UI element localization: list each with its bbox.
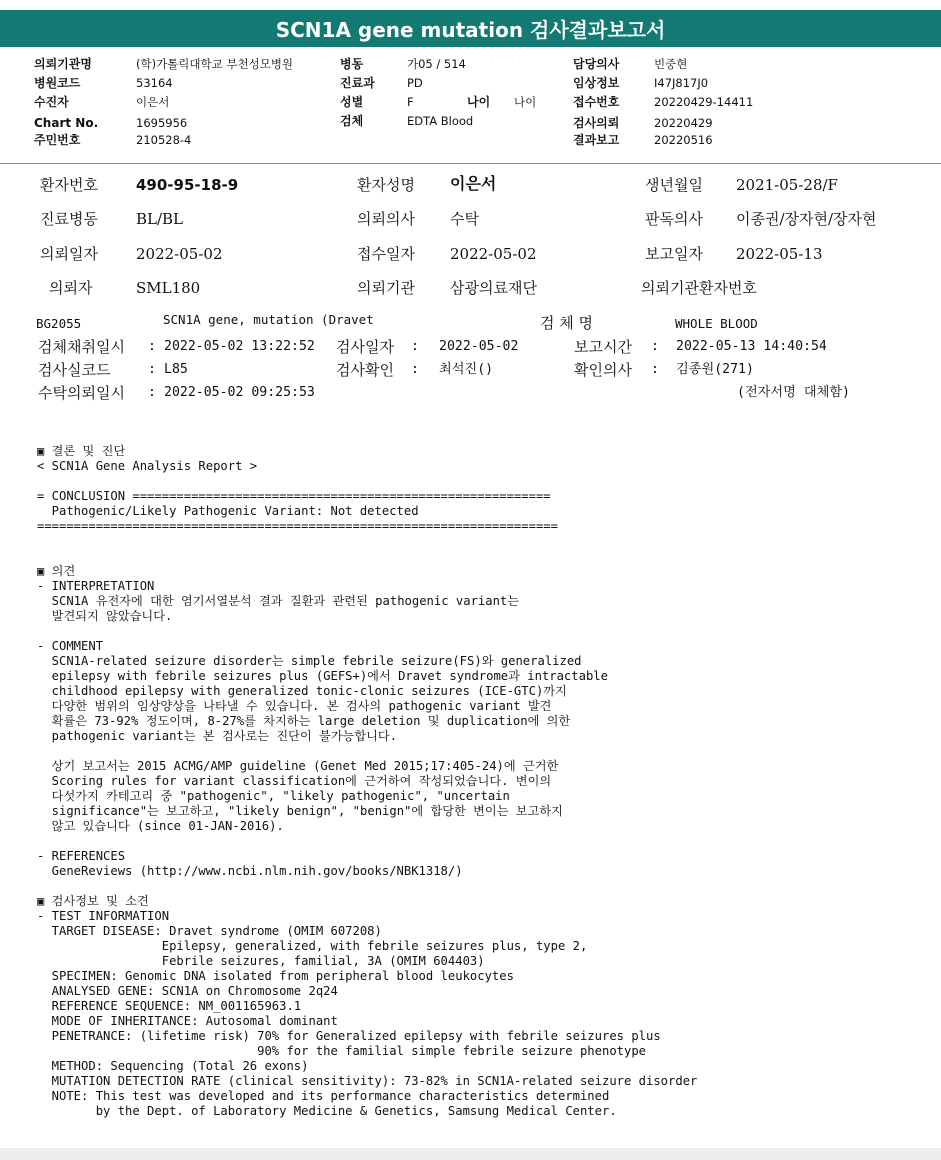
header-value: F xyxy=(407,95,414,109)
header-value: 이은서 xyxy=(136,95,170,109)
header-value: 빈중현 xyxy=(654,57,688,71)
colon: : xyxy=(148,339,156,354)
report-line: by the Dept. of Laboratory Medicine & Genetics, Samsung Medical Center. xyxy=(37,1104,617,1118)
report-line xyxy=(37,744,927,759)
header-label: 담당의사 xyxy=(573,57,620,71)
header-label: 의뢰기관명 xyxy=(34,57,92,71)
report-line: 다섯가지 카테고리 중 "pathogenic", "likely pathogenic", "uncertain xyxy=(37,789,510,803)
report-line: - COMMENT xyxy=(37,639,104,653)
header-value: I47J817J0 xyxy=(654,76,709,90)
report-line xyxy=(37,549,927,564)
report-body xyxy=(37,444,927,1119)
header-label: 진료과 xyxy=(340,76,375,90)
patient-label: 접수일자 xyxy=(357,245,415,263)
report-line xyxy=(37,834,927,849)
test-label: 확인의사 xyxy=(574,361,632,379)
test-value: 김종원(271) xyxy=(676,362,754,377)
report-line: 상기 보고서는 2015 ACMG/AMP guideline (Genet Med 2015;17:405-24)에 근거한 xyxy=(37,759,559,773)
report-line xyxy=(37,624,927,639)
report-line: GeneReviews (http://www.ncbi.nlm.nih.gov/books/NBK1318/) xyxy=(37,864,463,878)
patient-value: 2022-05-02 xyxy=(450,245,537,263)
test-label: 검사실코드 xyxy=(38,361,111,379)
header-label: 수진자 xyxy=(34,95,69,109)
report-title: SCN1A gene mutation 검사결과보고서 xyxy=(275,18,666,42)
test-code: BG2055 xyxy=(36,316,82,331)
report-line: Scoring rules for variant classification에 근거하여 작성되었습니다. 변이의 xyxy=(37,774,552,788)
patient-value: SML180 xyxy=(136,279,201,297)
test-label: 수탁의뢰일시 xyxy=(38,384,125,402)
report-line: pathogenic variant는 본 검사로는 진단이 불가능합니다. xyxy=(37,729,398,743)
patient-label: 환자성명 xyxy=(357,176,415,194)
test-value: 2022-05-02 09:25:53 xyxy=(164,385,315,400)
header-value: 53164 xyxy=(136,76,173,90)
test-value: WHOLE BLOOD xyxy=(675,316,758,331)
report-line: epilepsy with febrile seizures plus (GEFS+)에서 Dravet syndrome과 intractable xyxy=(37,669,608,683)
patient-label: 판독의사 xyxy=(645,210,703,228)
patient-label: 환자번호 xyxy=(40,176,98,194)
header-label: 결과보고 xyxy=(573,133,620,147)
report-line: ANALYSED GENE: SCN1A on Chromosome 2q24 xyxy=(37,984,338,998)
test-label: 검체채취일시 xyxy=(38,338,125,356)
patient-label: 보고일자 xyxy=(645,245,703,263)
report-line: REFERENCE SEQUENCE: NM_001165963.1 xyxy=(37,999,302,1013)
patient-label: 의뢰일자 xyxy=(40,245,98,263)
header-label: 검체 xyxy=(340,114,364,128)
header-label: 병동 xyxy=(340,57,364,71)
report-line: ▣ 의견 xyxy=(37,564,76,578)
header-value: PD xyxy=(407,76,423,90)
colon: : xyxy=(651,339,659,354)
report-line: Epilepsy, generalized, with febrile seizures plus, type 2, xyxy=(37,939,588,953)
colon: : xyxy=(411,339,419,354)
report-line: SCN1A 유전자에 대한 염기서열분석 결과 질환과 관련된 pathogenic variant는 xyxy=(37,594,520,608)
report-line: 발견되지 않았습니다. xyxy=(37,609,173,623)
patient-label: 의뢰기관 xyxy=(357,279,415,297)
patient-value: 2022-05-02 xyxy=(136,245,223,263)
report-line: METHOD: Sequencing (Total 26 exons) xyxy=(37,1059,309,1073)
report-line: MUTATION DETECTION RATE (clinical sensitivity): 73-82% in SCN1A-related seizure disorder xyxy=(37,1074,698,1088)
header-value: 210528-4 xyxy=(136,133,192,147)
report-title-bar xyxy=(0,10,941,47)
header-label: 성별 xyxy=(340,95,364,109)
report-line: PENETRANCE: (lifetime risk) 70% for Generalized epilepsy with febrile seizures plus xyxy=(37,1029,661,1043)
header-value: 20220516 xyxy=(654,133,713,147)
header-value: EDTA Blood xyxy=(407,114,474,128)
header-label: Chart No. xyxy=(34,116,99,130)
report-line: Pathogenic/Likely Pathogenic Variant: Not detected xyxy=(37,504,419,518)
report-line: 90% for the familial simple febrile seizure phenotype xyxy=(37,1044,647,1058)
patient-value: 수탁 xyxy=(450,210,479,228)
patient-label: 진료병동 xyxy=(40,210,98,228)
header-label: 임상정보 xyxy=(573,76,620,90)
header-divider xyxy=(0,163,941,164)
header-label: 접수번호 xyxy=(573,95,620,109)
test-value: 2022-05-02 13:22:52 xyxy=(164,339,315,354)
header-value: 20220429-14411 xyxy=(654,95,754,109)
report-line: - INTERPRETATION xyxy=(37,579,155,593)
test-value: 2022-05-13 14:40:54 xyxy=(676,339,827,354)
report-line: NOTE: This test was developed and its performance characteristics determined xyxy=(37,1089,610,1103)
header-value: 20220429 xyxy=(654,116,713,130)
patient-value: 2022-05-13 xyxy=(736,245,823,263)
test-value: 최석진() xyxy=(439,362,494,377)
header-label-age: 나이 xyxy=(467,95,491,109)
report-line: ▣ 검사정보 및 소견 xyxy=(37,894,149,908)
report-line xyxy=(37,534,927,549)
patient-label: 의뢰자 xyxy=(49,279,93,297)
test-label: 보고시간 xyxy=(574,338,632,356)
patient-value: 이종권/장자현/장자현 xyxy=(736,210,877,228)
report-line: ▣ 결론 및 진단 xyxy=(37,444,126,458)
patient-value: 삼광의료재단 xyxy=(450,279,537,297)
patient-value: BL/BL xyxy=(136,210,184,228)
test-label: 검사확인 xyxy=(336,361,394,379)
patient-id: 490-95-18-9 xyxy=(136,176,239,194)
colon: : xyxy=(651,362,659,377)
test-name: SCN1A gene, mutation (Dravet xyxy=(163,312,374,327)
report-line xyxy=(37,474,927,489)
report-line: MODE OF INHERITANCE: Autosomal dominant xyxy=(37,1014,338,1028)
colon: : xyxy=(148,362,156,377)
report-line: Febrile seizures, familial, 3A (OMIM 604403) xyxy=(37,954,485,968)
report-line: SPECIMEN: Genomic DNA isolated from peripheral blood leukocytes xyxy=(37,969,514,983)
patient-value: 2021-05-28/F xyxy=(736,176,838,194)
report-line: childhood epilepsy with generalized tonic-clonic seizures (ICE-GTC)까지 xyxy=(37,684,567,698)
test-value: L85 xyxy=(164,362,188,377)
report-line: 다양한 범위의 임상양상을 나타낼 수 있습니다. 본 검사의 pathogenic variant 발견 xyxy=(37,699,552,713)
header-value: (학)가톨릭대학교 부천성모병원 xyxy=(136,57,294,71)
patient-label: 생년월일 xyxy=(645,176,703,194)
esign-note: (전자서명 대체함) xyxy=(737,385,850,400)
report-line: ======================================================================= xyxy=(37,519,558,533)
test-label: 검 체 명 xyxy=(540,314,594,332)
colon: : xyxy=(148,385,156,400)
header-label: 주민번호 xyxy=(34,133,81,147)
report-line: - TEST INFORMATION xyxy=(37,909,170,923)
header-value: 1695956 xyxy=(136,116,188,130)
colon: : xyxy=(411,362,419,377)
report-line: 확률은 73-92% 정도이며, 8-27%를 차지하는 large deletion 및 duplication에 의한 xyxy=(37,714,571,728)
test-label: 검사일자 xyxy=(336,338,394,356)
report-line: 않고 있습니다 (since 01-JAN-2016). xyxy=(37,819,284,833)
bottom-bar xyxy=(0,1148,941,1160)
header-value: 가05 / 514 xyxy=(407,57,466,71)
patient-label: 의뢰기관환자번호 xyxy=(641,279,757,297)
report-line: SCN1A-related seizure disorder는 simple febrile seizure(FS)와 generalized xyxy=(37,654,582,668)
patient-label: 의뢰의사 xyxy=(357,210,415,228)
header-value-age: 나이 xyxy=(514,95,537,109)
header-label: 검사의뢰 xyxy=(573,116,620,130)
report-line: significance"는 보고하고, "likely benign", "benign"에 합당한 변이는 보고하지 xyxy=(37,804,563,818)
test-value: 2022-05-02 xyxy=(439,339,519,354)
report-line: < SCN1A Gene Analysis Report > xyxy=(37,459,258,473)
report-line: TARGET DISEASE: Dravet syndrome (OMIM 607208) xyxy=(37,924,382,938)
report-line: = CONCLUSION ========================================================= xyxy=(37,489,551,503)
header-label: 병원코드 xyxy=(34,76,81,90)
report-line: - REFERENCES xyxy=(37,849,126,863)
patient-name: 이은서 xyxy=(450,174,497,193)
report-line xyxy=(37,879,927,894)
